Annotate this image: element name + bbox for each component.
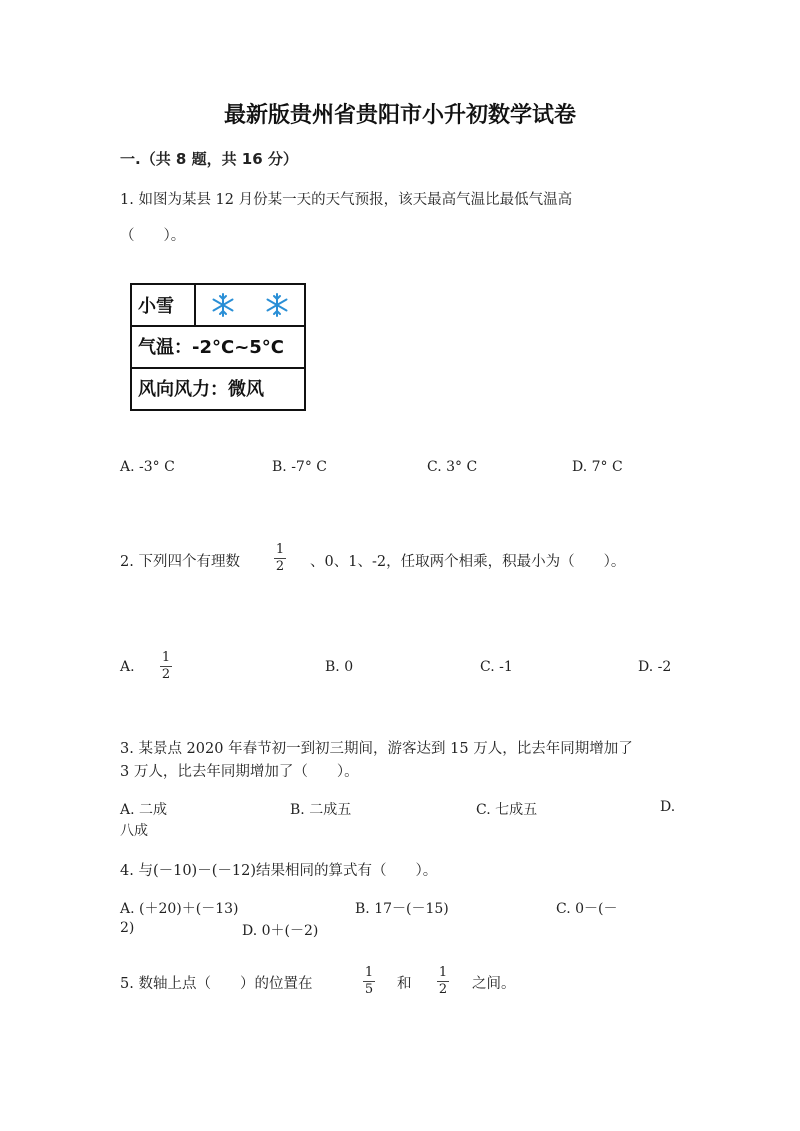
q4-option-c[interactable]: C. 0－(－ [556, 901, 618, 917]
weather-wind: 风向风力：微风 [138, 379, 264, 400]
q1-option-b[interactable]: B. -7° C [272, 459, 327, 475]
q3-option-d[interactable]: D. [660, 799, 676, 815]
q3-option-d-wrap: 八成 [120, 823, 148, 839]
q2-option-d[interactable]: D. -2 [638, 659, 672, 675]
question-5-prefix: 5. 数轴上点（ ）的位置在 [120, 976, 313, 992]
q3-option-a[interactable]: A. 二成 [120, 802, 168, 818]
q2-option-c[interactable]: C. -1 [480, 659, 513, 675]
q4-option-b[interactable]: B. 17－(－15) [355, 901, 449, 917]
q2-option-b[interactable]: B. 0 [325, 659, 354, 675]
q2-option-a[interactable]: A. [120, 659, 135, 675]
question-1-text: 1. 如图为某县 12 月份某一天的天气预报，该天最高气温比最低气温高 [120, 192, 573, 208]
page-title: 最新版贵州省贵阳市小升初数学试卷 [223, 103, 576, 128]
q1-option-a[interactable]: A. -3° C [120, 459, 175, 475]
fraction-one-half-q5: 1 2 [438, 965, 448, 997]
question-3-text-line2: 3 万人，比去年同期增加了（ ）。 [120, 764, 359, 780]
question-5-and: 和 [397, 976, 412, 992]
q1-option-c[interactable]: C. 3° C [427, 459, 478, 475]
weather-temperature: 气温：-2°C~5°C [138, 337, 285, 358]
q1-option-d[interactable]: D. 7° C [572, 459, 623, 475]
q4-option-a[interactable]: A. (＋20)＋(－13) [120, 901, 239, 917]
question-2-suffix: 、0、1、-2，任取两个相乘，积最小为（ ）。 [310, 554, 626, 570]
question-5-suffix: 之间。 [472, 976, 516, 992]
q4-option-d[interactable]: D. 0＋(－2) [242, 923, 319, 939]
question-3-text: 3. 某景点 2020 年春节初一到初三期间，游客达到 15 万人，比去年同期增加了 [120, 741, 633, 757]
q3-option-b[interactable]: B. 二成五 [290, 802, 352, 818]
q3-option-c[interactable]: C. 七成五 [476, 802, 538, 818]
section-heading: 一.（共 8 题，共 16 分） [120, 150, 298, 168]
question-2-prefix: 2. 下列四个有理数 [120, 554, 240, 570]
question-4-text: 4. 与(－10)－(－12)结果相同的算式有（ ）。 [120, 863, 438, 879]
weather-condition-label: 小雪 [132, 285, 196, 325]
fraction-one-half: 1 2 [275, 542, 285, 574]
question-1-blank: （ ）。 [120, 228, 186, 244]
snowflake-icon [264, 292, 290, 318]
q2-option-a-fraction: 1 2 [161, 650, 171, 682]
snowflake-icon [210, 292, 236, 318]
weather-forecast-card [130, 283, 306, 411]
q4-option-c-wrap: 2) [120, 920, 135, 936]
fraction-one-fifth: 1 5 [364, 965, 374, 997]
